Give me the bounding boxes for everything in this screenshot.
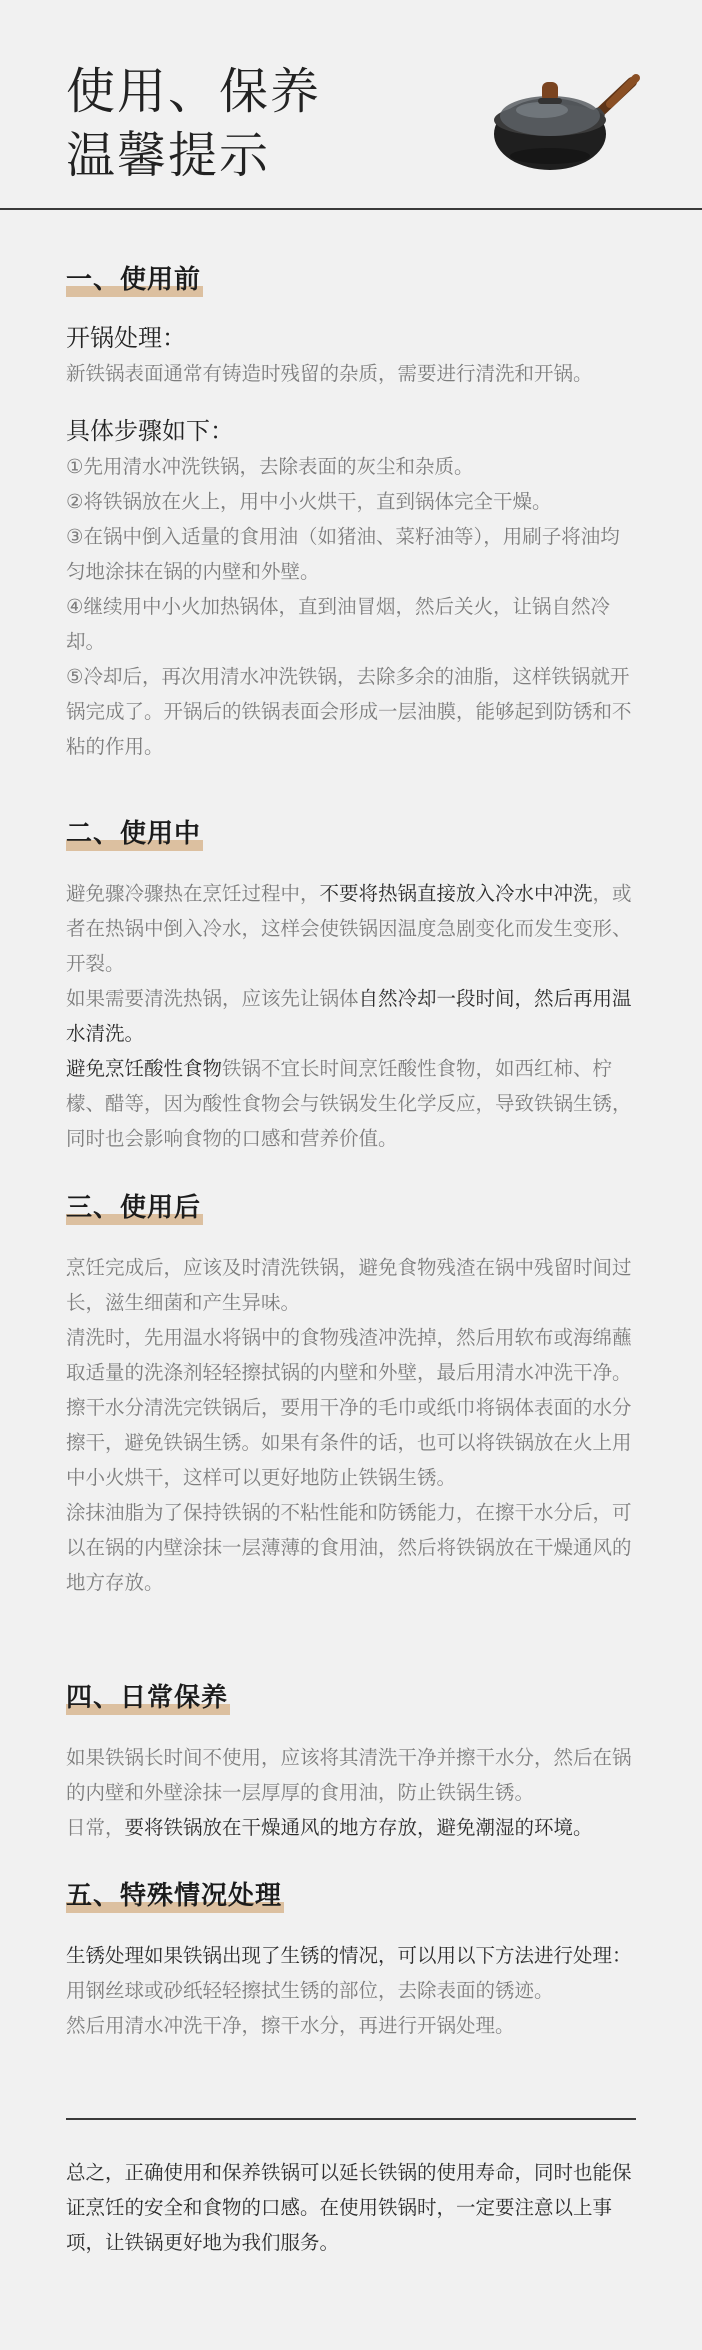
paragraph: 涂抹油脂为了保持铁锅的不粘性能和防锈能力，在擦干水分后，可以在锅的内壁涂抹一层薄薄的食用油，然后将铁锅放在干燥通风的地方存放。 <box>66 1501 632 1594</box>
title-line-2: 温馨提示 <box>66 127 271 184</box>
paragraph: 如果需要清洗热锅，应该先让锅体自然冷却一段时间，然后再用温水清洗。 <box>66 987 632 1045</box>
step-item: ⑤冷却后，再次用清水冲洗铁锅，去除多余的油脂，这样铁锅就开锅完成了。开锅后的铁锅表面会形成一层油膜，能够起到防锈和不粘的作用。 <box>66 665 632 758</box>
title-line-1: 使用、保养 <box>66 63 322 120</box>
page-title <box>66 60 321 188</box>
step-item: ③在锅中倒入适量的食用油（如猪油、菜籽油等），用刷子将油均匀地涂抹在锅的内壁和外壁。 <box>66 525 620 583</box>
section-special-cases <box>66 1878 636 2043</box>
step-item: ④继续用中小火加热锅体，直到油冒烟，然后关火，让锅自然冷却。 <box>66 595 610 653</box>
paragraph: 用钢丝球或砂纸轻轻擦拭生锈的部位，去除表面的锈迹。 <box>66 1979 554 2002</box>
header <box>66 0 636 212</box>
steps-heading: 具体步骤如下： <box>66 417 234 445</box>
paragraph: 烹饪完成后，应该及时清洗铁锅，避免食物残渣在锅中残留时间过长，滋生细菌和产生异味。 <box>66 1256 632 1314</box>
kaiguo-text: 新铁锅表面通常有铸造时残留的杂质，需要进行清洗和开锅。 <box>66 362 593 385</box>
section-daily-care <box>66 1680 636 1845</box>
paragraph: 避免烹饪酸性食物铁锅不宜长时间烹饪酸性食物，如西红柿、柠檬、醋等，因为酸性食物会与铁锅发生化学反应，导致铁锅生锈，同时也会影响食物的口感和营养价值。 <box>66 1057 632 1150</box>
step-item: ①先用清水冲洗铁锅，去除表面的灰尘和杂质。 <box>66 455 474 478</box>
section-before-use <box>66 262 636 764</box>
paragraph: 清洗时，先用温水将锅中的食物残渣冲洗掉，然后用软布或海绵蘸取适量的洗涤剂轻轻擦拭锅的内壁和外壁，最后用清水冲洗干净。 <box>66 1326 632 1384</box>
iron-pan-illustration <box>490 64 642 176</box>
section-title: 五、特殊情况处理 <box>66 1878 282 1914</box>
step-item: ②将铁锅放在火上，用中小火烘干，直到锅体完全干燥。 <box>66 490 552 513</box>
paragraph: 日常，要将铁锅放在干燥通风的地方存放，避免潮湿的环境。 <box>66 1816 593 1839</box>
section-title: 一、使用前 <box>66 262 201 298</box>
bottom-divider <box>66 2118 636 2120</box>
summary-text: 总之，正确使用和保养铁锅可以延长铁锅的使用寿命，同时也能保证烹饪的安全和食物的口感。在使用铁锅时，一定要注意以上事项，让铁锅更好地为我们服务。 <box>66 2161 632 2254</box>
paragraph: 避免骤冷骤热在烹饪过程中，不要将热锅直接放入冷水中冲洗，或者在热锅中倒入冷水，这样会使铁锅因温度急剧变化而发生变形、开裂。 <box>66 882 632 975</box>
kaiguo-heading: 开锅处理： <box>66 324 186 352</box>
summary <box>66 2155 636 2260</box>
section-title: 三、使用后 <box>66 1190 201 1226</box>
section-during-use <box>66 816 636 1156</box>
section-title: 四、日常保养 <box>66 1680 228 1716</box>
top-divider <box>0 208 702 210</box>
paragraph: 擦干水分清洗完铁锅后，要用干净的毛巾或纸巾将锅体表面的水分擦干，避免铁锅生锈。如果有条件的话，也可以将铁锅放在火上用中小火烘干，这样可以更好地防止铁锅生锈。 <box>66 1396 632 1489</box>
section-title: 二、使用中 <box>66 816 201 852</box>
rust-heading: 生锈处理如果铁锅出现了生锈的情况，可以用以下方法进行处理： <box>66 1944 632 1967</box>
paragraph: 如果铁锅长时间不使用，应该将其清洗干净并擦干水分，然后在锅的内壁和外壁涂抹一层厚厚的食用油，防止铁锅生锈。 <box>66 1746 632 1804</box>
section-after-use <box>66 1190 636 1600</box>
paragraph: 然后用清水冲洗干净，擦干水分，再进行开锅处理。 <box>66 2014 515 2037</box>
